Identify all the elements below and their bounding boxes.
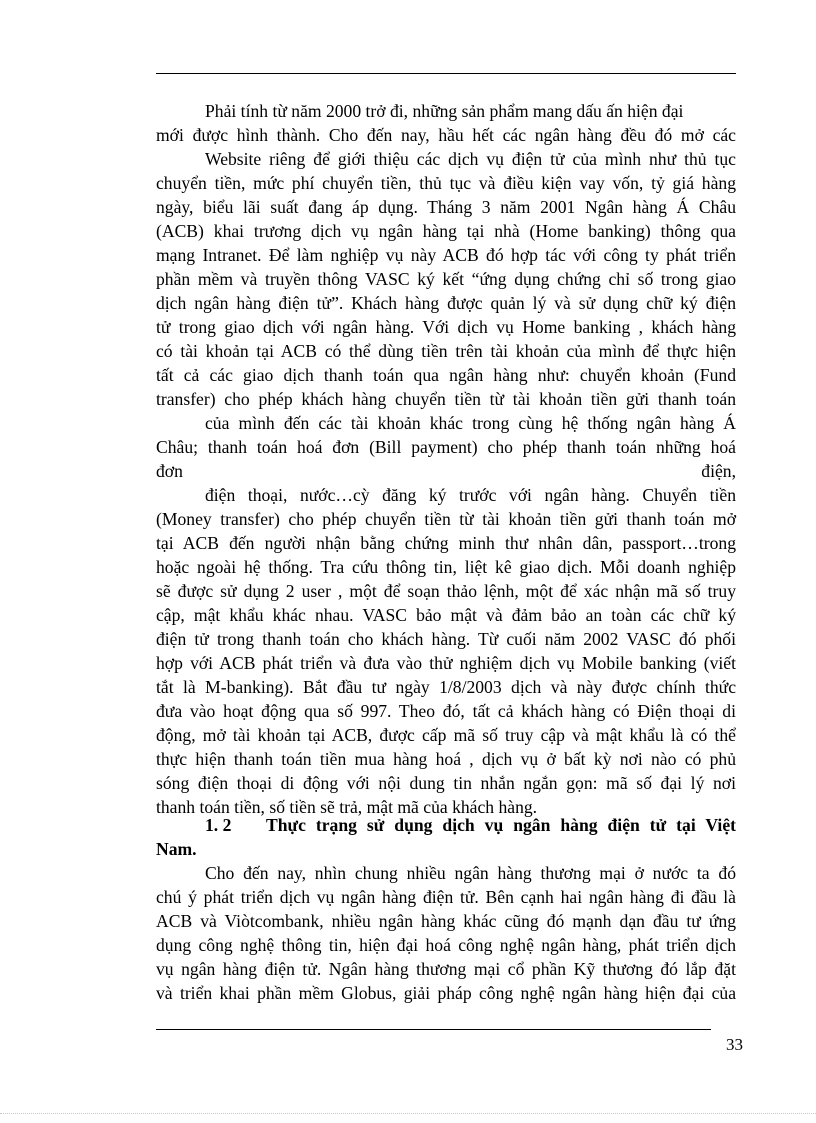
text-line: thực hiện thanh toán tiền mua hàng hoá , dịch vụ ở bất kỳ nơi nào có phủ: [156, 749, 736, 769]
footer-rule: [156, 1029, 711, 1030]
header-rule: [156, 73, 736, 74]
text-line: hoặc ngoài hệ thống. Tra cứu thông tin, liệt kê giao dịch. Mỗi doanh nghiệp: [156, 557, 736, 577]
text-line: tất cả các giao dịch thanh toán qua ngân hàng như: chuyển khoản (Fund: [156, 365, 736, 385]
text-line: có tài khoản tại ACB có thể dùng tiền trên tài khoản của mình để thực hiện: [156, 341, 736, 361]
section-title: Thực trạng sử dụng dịch vụ ngân hàng điện tử tại Việt: [266, 815, 736, 835]
text-line: cập, mật khẩu khác nhau. VASC bảo mật và đảm bảo an toàn các chữ ký: [156, 605, 736, 625]
text-line: động, mở tài khoản tại ACB, được cấp mã số truy cập và mật khẩu là có thể: [156, 725, 736, 745]
text-line: thanh toán tiền, số tiền sẽ trả, mật mã của khách hàng.: [156, 797, 538, 817]
text-line: Website riêng để giới thiệu các dịch vụ điện tử của mình như thủ tục: [205, 149, 736, 169]
text-line: sóng điện thoại di động với nội dung tin nhắn ngắn gọn: mã số đại lý nơi: [156, 773, 736, 793]
page-number: 33: [726, 1035, 743, 1054]
text-line: Phải tính từ năm 2000 trở đi, những sản phẩm mang dấu ấn hiện đại: [205, 101, 684, 121]
text-line: mạng Intranet. Để làm nghiệp vụ này ACB đó hợp tác với công ty phát triển: [156, 245, 736, 265]
text-line: tại ACB đến người nhận bằng chứng minh thư nhân dân, passport…trong: [156, 533, 736, 553]
text-line: và triển khai phần mềm Globus, giải pháp công nghệ ngân hàng hiện đại của: [156, 983, 736, 1003]
text-line: vụ ngân hàng điện tử. Ngân hàng thương mại cổ phần Kỹ thương đó lắp đặt: [156, 959, 736, 979]
text-line: ACB và Viòtcombank, nhiều ngân hàng khác cũng đó mạnh dạn đầu tư ứng: [156, 911, 736, 931]
section-title-continued: Nam.: [156, 839, 197, 859]
text-line: ngày, biểu lãi suất đang áp dụng. Tháng 3 năm 2001 Ngân hàng Á Châu: [156, 197, 736, 217]
text-line: chú ý phát triển dịch vụ ngân hàng điện tử. Bên cạnh hai ngân hàng đi đầu là: [156, 887, 736, 907]
text-line: Châu; thanh toán hoá đơn (Bill payment) cho phép thanh toán những hoá: [156, 437, 736, 457]
text-line: dụng công nghệ thông tin, hiện đại hoá công nghệ ngân hàng, phát triển dịch: [156, 935, 736, 955]
text-line: hợp với ACB phát triển và đưa vào thử nghiệm dịch vụ Mobile banking (viết: [156, 653, 736, 673]
text-line: (ACB) khai trương dịch vụ ngân hàng tại nhà (Home banking) thông qua: [156, 221, 736, 241]
text-line: dịch ngân hàng điện tử”. Khách hàng được quản lý và sử dụng chữ ký điện: [156, 293, 736, 313]
text-line: transfer) cho phép khách hàng chuyển tiền từ tài khoản tiền gửi thanh toán: [156, 389, 736, 409]
text-line: Cho đến nay, nhìn chung nhiều ngân hàng thương mại ở nước ta đó: [205, 863, 736, 883]
text-line: đơn: [156, 461, 183, 481]
text-line: tắt là M-banking). Bắt đầu tư ngày 1/8/2003 dịch và này được chính thức: [156, 677, 736, 697]
text-line: điện,: [701, 461, 736, 481]
text-line: (Money transfer) cho phép chuyển tiền từ tài khoản tiền gửi thanh toán mở: [156, 509, 736, 529]
section-number: 1. 2: [205, 815, 232, 835]
text-line: tử trong giao dịch với ngân hàng. Với dịch vụ Home banking , khách hàng: [156, 317, 736, 337]
text-line: mới được hình thành. Cho đến nay, hầu hết các ngân hàng đều đó mở các: [156, 125, 736, 145]
text-line: điện thoại, nước…cỳ đăng ký trước với ngân hàng. Chuyển tiền: [205, 485, 736, 505]
text-line: của mình đến các tài khoản khác trong cùng hệ thống ngân hàng Á: [205, 413, 736, 433]
text-line: đưa vào hoạt động qua số 997. Theo đó, tất cả khách hàng có Điện thoại di: [156, 701, 736, 721]
page-edge-dotted-line: [0, 1113, 816, 1114]
text-line: chuyển tiền, mức phí chuyển tiền, thủ tục và điều kiện vay vốn, tỷ giá hàng: [156, 173, 736, 193]
text-line: điện tử trong thanh toán cho khách hàng. Từ cuối năm 2002 VASC đó phối: [156, 629, 736, 649]
text-line: sẽ được sử dụng 2 user , một để soạn thảo lệnh, một để xác nhận mã số truy: [156, 581, 736, 601]
text-line: phần mềm và truyền thông VASC ký kết “ứng dụng chứng chỉ số trong giao: [156, 269, 736, 289]
